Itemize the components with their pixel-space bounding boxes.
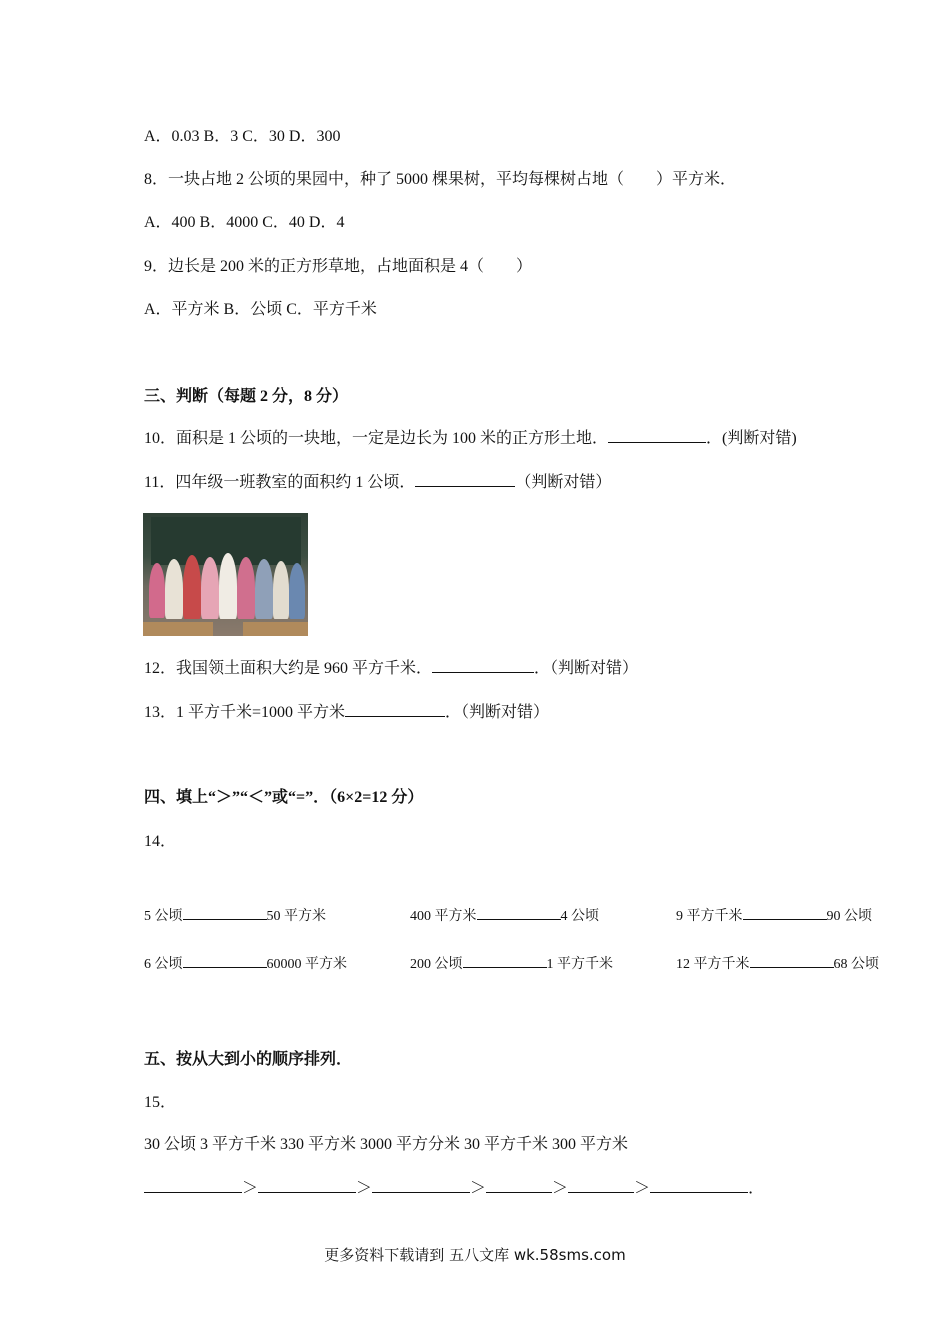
q8-text: 8．一块占地 2 公顷的果园中，种了 5000 棵果树，平均每棵树占地（ ）平方米．	[144, 171, 737, 188]
q9-options: A．平方米 B．公顷 C．平方千米	[144, 301, 377, 318]
compare-right: 90 公顷	[826, 909, 872, 924]
footer-link[interactable]: 更多资料下载请到 五八文库 wk.58sms.com	[324, 1246, 626, 1264]
photo-figure	[219, 553, 237, 619]
compare-item	[144, 906, 326, 927]
q15-values: 30 公顷 3 平方千米 330 平方米 3000 平方分米 30 平方千米 300 平方米	[144, 1136, 629, 1153]
compare-blank[interactable]	[750, 954, 834, 968]
greater-than-sign: ＞	[552, 1180, 569, 1197]
section5-title: 五、按从大到小的顺序排列．	[144, 1051, 353, 1068]
compare-right: 60000 平方米	[266, 957, 347, 972]
compare-blank[interactable]	[183, 906, 267, 920]
q10-text: 10．面积是 1 公顷的一块地，一定是边长为 100 米的正方形土地．	[144, 430, 609, 447]
compare-right: 50 平方米	[266, 909, 326, 924]
compare-item	[144, 954, 347, 975]
compare-item	[676, 906, 872, 927]
q12	[144, 658, 638, 680]
q15-order-line	[144, 1178, 764, 1200]
compare-left: 5 公顷	[144, 909, 183, 924]
order-blank[interactable]	[144, 1178, 242, 1193]
photo-figure	[237, 557, 255, 619]
q8-options: A．400 B．4000 C．40 D．4	[144, 214, 345, 231]
desk	[143, 622, 213, 636]
compare-blank[interactable]	[183, 954, 267, 968]
desk	[243, 622, 308, 636]
compare-blank[interactable]	[477, 906, 561, 920]
q15-number: 15．	[144, 1094, 177, 1111]
q12-answer-blank[interactable]	[432, 658, 534, 673]
q10	[144, 428, 797, 450]
compare-item	[676, 954, 879, 975]
compare-item	[410, 954, 613, 975]
compare-left: 6 公顷	[144, 957, 183, 972]
compare-blank[interactable]	[743, 906, 827, 920]
q11-suffix: （判断对错）	[515, 474, 612, 491]
compare-right: 68 公顷	[833, 957, 879, 972]
greater-than-sign: ＞	[634, 1180, 651, 1197]
compare-left: 200 公顷	[410, 957, 463, 972]
compare-right: 4 公顷	[560, 909, 599, 924]
compare-blank[interactable]	[463, 954, 547, 968]
compare-item	[410, 906, 599, 927]
section4-title: 四、填上“＞”“＜”或“=”．（6×2=12 分）	[144, 789, 424, 806]
photo-figure	[183, 555, 201, 619]
q7-options: A．0.03 B．3 C．30 D．300	[144, 128, 341, 145]
classroom-photo	[143, 513, 308, 636]
q11-answer-blank[interactable]	[415, 472, 515, 487]
compare-left: 9 平方千米	[676, 909, 743, 924]
section3-title: 三、判断（每题 2 分，8 分）	[144, 388, 349, 405]
compare-left: 400 平方米	[410, 909, 477, 924]
q12-suffix: ．（判断对错）	[534, 660, 639, 677]
compare-right: 1 平方千米	[546, 957, 613, 972]
q14-number: 14．	[144, 833, 177, 850]
q13	[144, 702, 549, 724]
order-blank[interactable]	[258, 1178, 356, 1193]
q11	[144, 472, 611, 494]
order-blank[interactable]	[568, 1178, 634, 1193]
photo-figure	[273, 561, 289, 619]
q11-text: 11．四年级一班教室的面积约 1 公顷．	[144, 474, 416, 491]
q13-answer-blank[interactable]	[345, 702, 445, 717]
greater-than-sign: ＞	[356, 1180, 373, 1197]
photo-figure	[149, 563, 165, 618]
photo-figure	[289, 563, 305, 619]
compare-left: 12 平方千米	[676, 957, 750, 972]
order-blank[interactable]	[650, 1178, 748, 1193]
q12-text: 12．我国领土面积大约是 960 平方千米．	[144, 660, 433, 677]
q10-suffix: ．(判断对错)	[706, 430, 797, 447]
greater-than-sign: ＞	[470, 1180, 487, 1197]
photo-figure	[255, 559, 273, 619]
greater-than-sign: ＞	[242, 1180, 259, 1197]
photo-figure	[165, 559, 183, 619]
order-blank[interactable]	[372, 1178, 470, 1193]
q10-answer-blank[interactable]	[608, 428, 706, 443]
order-blank[interactable]	[486, 1178, 552, 1193]
photo-figure	[201, 557, 219, 619]
end-period: ．	[748, 1180, 765, 1197]
q13-text: 13．1 平方千米=1000 平方米	[144, 704, 346, 721]
q9-text: 9．边长是 200 米的正方形草地，占地面积是 4（ ）	[144, 258, 533, 275]
q13-suffix: ．（判断对错）	[445, 704, 550, 721]
